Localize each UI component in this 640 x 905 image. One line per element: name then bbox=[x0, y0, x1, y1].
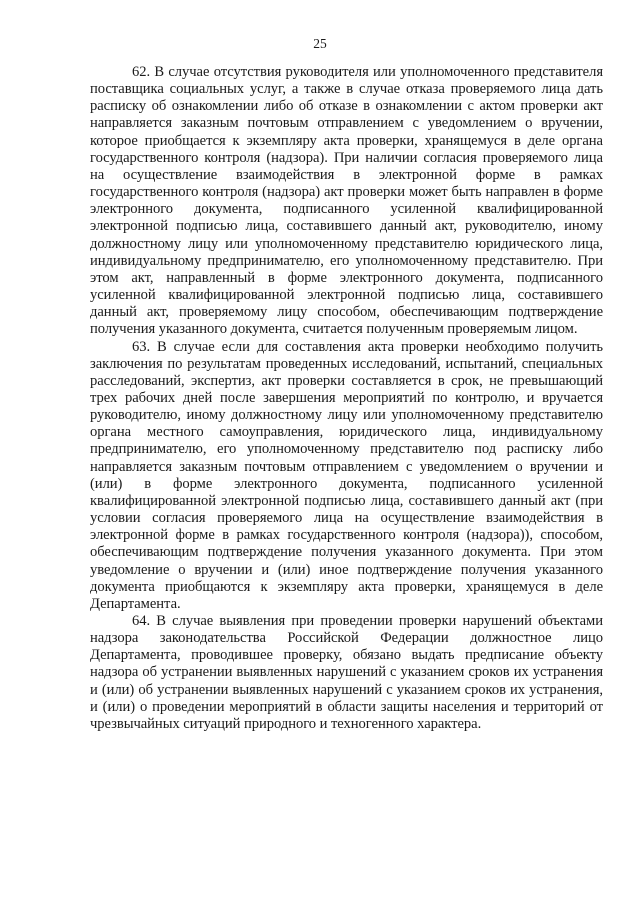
paragraph-63: 63. В случае если для составления акта проверки необходимо получить заключения по результатам проведенных исследований, испытаний, специальных расследований, экспертиз, акт проверки составляется в срок, не превышающий трех рабочих дней после завершения мероприятий по контролю, и вручается руководителю, иному должностному лицу или уполномоченному представителю органа местного самоуправления, юридического лица, индивидуальному предпринимателю, его уполномоченному представителю под расписку либо направляется заказным почтовым отправлением с уведомлением о вручении и (или) в форме электронного документа, подписанного усиленной квалифицированной электронной подписью лица, составившего данный акт (при условии согласия проверяемого лица на осуществление взаимодействия в электронной форме в рамках государственного контроля (надзора)), способом, обеспечивающим подтверждение получения указанного документа. При этом уведомление о вручении и (или) иное подтверждение получения указанного документа приобщаются к экземпляру акта проверки, хранящемуся в деле Департамента. bbox=[90, 338, 603, 612]
page-number: 25 bbox=[313, 36, 327, 51]
paragraph-64: 64. В случае выявления при проведении проверки нарушений объектами надзора законодательства Российской Федерации должностное лицо Департамента, проводившее проверку, обязано выдать предписание объекту надзора об устранении выявленных нарушений с указанием сроков их устранения и (или) об устранении выявленных нарушений с указанием сроков их устранения, и (или) о проведении мероприятий в области защиты населения и территорий от чрезвычайных ситуаций природного и техногенного характера. bbox=[90, 613, 603, 732]
document-body bbox=[90, 64, 603, 733]
paragraph-62: 62. В случае отсутствия руководителя или уполномоченного представителя поставщика социальных услуг, а также в случае отказа проверяемого лица дать расписку об ознакомлении либо об отказе в ознакомлении с актом проверки акт направляется заказным почтовым отправлением с уведомлением о вручении, которое приобщается к экземпляру акта проверки, хранящемуся в деле органа государственного контроля (надзора). При наличии согласия проверяемого лица на осуществление взаимодействия в электронной форме в рамках государственного контроля (надзора) акт проверки может быть направлен в форме электронного документа, подписанного усиленной квалифицированной электронной подписью лица, составившего данный акт, руководителю, иному должностному лицу или уполномоченному представителю юридического лица, индивидуальному предпринимателю, его уполномоченному представителю. При этом акт, направленный в форме электронного документа, подписанного усиленной квалифицированной электронной подписью лица, составившего данный акт, проверяемому лицу способом, обеспечивающим подтверждение получения указанного документа, считается полученным проверяемым лицом. bbox=[90, 64, 603, 338]
